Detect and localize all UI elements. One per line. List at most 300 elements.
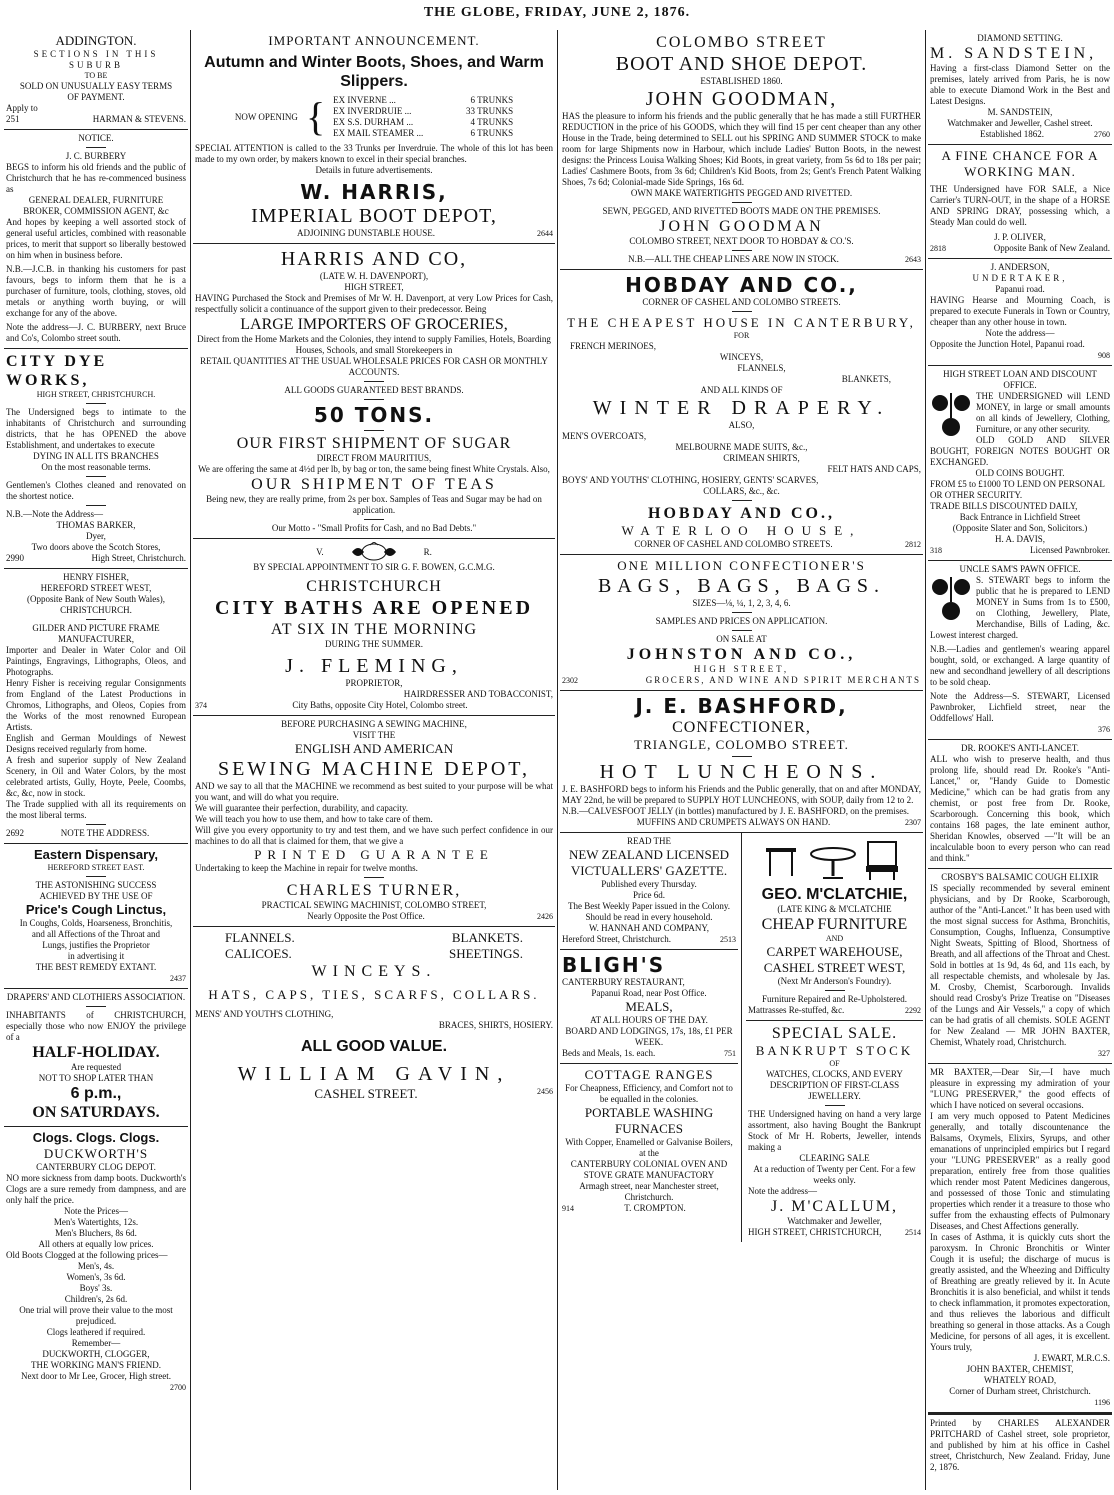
ad-number: 374 bbox=[195, 701, 207, 710]
ad-line: PRACTICAL SEWING MACHINIST, COLOMBO STREET, bbox=[261, 900, 487, 910]
ad-line: MELBOURNE MADE SUITS, &c., bbox=[675, 442, 808, 452]
ad-address: Nearly Opposite the Post Office. bbox=[307, 911, 425, 921]
ad-line: Established 1862. bbox=[980, 129, 1044, 139]
ad-name: JOHN BAXTER, CHEMIST, bbox=[966, 1364, 1074, 1374]
ad-body: MR BAXTER,—Dear Sir,—I have much pleasure in expressing my admiration of your "LUNG PRESERVER," the good effects of which I have noticed on several occasions. bbox=[930, 1067, 1110, 1110]
ad-line: PROPRIETOR, bbox=[345, 678, 403, 688]
ad-name: JOHNSTON AND CO., bbox=[626, 646, 857, 663]
ad-name: GEO. M'CLATCHIE, bbox=[761, 886, 908, 903]
ad-address: HIGH STREET, CHRISTCHURCH, bbox=[748, 1227, 882, 1237]
ad-line: BRACES, SHIRTS, HOSIERY. bbox=[438, 1020, 553, 1030]
ad-line: OF PAYMENT. bbox=[67, 92, 125, 102]
ad-headline: HOT LUNCHEONS. bbox=[599, 761, 884, 783]
ad-line: N.B.—ALL THE CHEAP LINES ARE NOW IN STOCK. bbox=[628, 254, 839, 264]
ad-headline: Autumn and Winter Boots, Shoes, and Warm Slippers. bbox=[204, 54, 544, 90]
ad-line: FROM £5 to £1000 TO LEND ON PERSONAL OR OTHER SECURITY. bbox=[930, 479, 1105, 500]
ad-line: CHRISTCHURCH bbox=[306, 578, 442, 595]
ad-headline: HALF-HOLIDAY. bbox=[32, 1044, 160, 1061]
ad-line: HIGH STREET, bbox=[344, 282, 404, 292]
ad-body: OLD GOLD AND SILVER BOUGHT, FOREIGN NOTES BOUGHT OR EXCHANGED. bbox=[930, 435, 1110, 467]
column-2 bbox=[193, 30, 555, 1490]
ad-body: HAS the pleasure to inform his friends and the public generally that he has made a still FURTHER REDUCTION in the price of his GOODS, which they will find 15 per cent cheaper than any other House in the Trade, being determined to SELL out his SPRING AND SUMMER STOCK to make room for large Shipments now in Harbour, which include Ladies' Button Boots, in the newest designs: the Princess Louisa Walking Shoes; Kid Boots, in great variety, from 5s 6d to 18s per pair; Ladies' Cashmere Boots, from 3s 6d; Children's Kid Boots, from 2s; Gent's French Patent Walking Shoes, 7s 6d; Colonial-made Side Springs, 16s 6d. bbox=[562, 111, 921, 187]
ad-number: 2513 bbox=[720, 935, 736, 944]
city-baths-ad bbox=[193, 539, 555, 716]
ad-body: N.B.—J.C.B. in thanking his customers for past favours, begs to inform them that he is a purchaser of furniture, tools, clothing, stoves, old metals or anything worth buying, or will exchange for any of the above. bbox=[6, 264, 186, 318]
ad-body: THE Undersigned having on hand a very large assortment, also having Bought the Bankrupt Stock of Mr H. Roberts, Jeweller, intends making a bbox=[748, 1109, 921, 1152]
ad-line: OF bbox=[829, 1059, 840, 1068]
furniture-illustration-icon bbox=[748, 836, 918, 882]
ad-title: HIGH STREET LOAN AND DISCOUNT OFFICE. bbox=[943, 369, 1097, 390]
ad-number: 2812 bbox=[904, 540, 921, 549]
ad-body: INHABITANTS of CHRISTCHURCH, especially those who now ENJOY the privilege of a bbox=[6, 1010, 186, 1042]
ad-number: 2692 bbox=[6, 828, 24, 838]
ad-line: ENGLISH AND AMERICAN bbox=[294, 741, 454, 756]
ad-line: Men's, 4s. bbox=[77, 1261, 115, 1271]
ad-number: 2990 bbox=[6, 553, 24, 563]
ad-headline: LARGE IMPORTERS OF GROCERIES, bbox=[240, 316, 508, 333]
ad-line: UNDERTAKER, bbox=[972, 273, 1068, 283]
masthead: THE GLOBE, FRIDAY, JUNE 2, 1876. bbox=[423, 5, 691, 20]
ad-body: Will give you every opportunity to try and test them, and we have such perfect confidence in our machines to do all that is claimed for them, that we give a bbox=[195, 825, 553, 846]
ad-line: (LATE KING & M'CLATCHIE bbox=[777, 904, 892, 914]
royal-crest-icon bbox=[344, 542, 404, 562]
ad-number: 2307 bbox=[904, 818, 921, 827]
ad-title: IMPORTANT ANNOUNCEMENT. bbox=[268, 33, 480, 48]
ad-line: Watchmaker and Jeweller, bbox=[787, 1216, 882, 1226]
ad-number: 908 bbox=[1098, 351, 1110, 360]
addington-ad bbox=[4, 30, 188, 130]
ad-line: BLANKETS, bbox=[841, 374, 891, 384]
ad-body: We are offering the same at 4½d per lb, by bag or ton, the same being finest White Crystals. Also, bbox=[198, 464, 550, 474]
ad-name: T. CROMPTON. bbox=[624, 1203, 686, 1213]
ad-name: J. E. BASHFORD, bbox=[635, 694, 848, 718]
ad-title: COTTAGE RANGES bbox=[584, 1067, 714, 1082]
ad-address: Hereford Street, Christchurch. bbox=[562, 934, 671, 944]
ad-name: JOHN GOODMAN bbox=[659, 218, 824, 235]
ad-address: Note the Address—S. STEWART, Licensed Pawnbroker, Lichfield street, near the Oddfellows' Hall. bbox=[930, 691, 1110, 723]
bashford-ad bbox=[560, 691, 923, 833]
ad-number: 2644 bbox=[537, 229, 553, 238]
ad-line: DIRECT FROM MAURITIUS, bbox=[316, 453, 432, 463]
ship-qty: 6 TRUNKS bbox=[470, 128, 514, 138]
ad-title: NEW ZEALAND LICENSED VICTUALLERS' GAZETTE. bbox=[568, 847, 730, 878]
crosby-ad bbox=[928, 869, 1112, 1064]
ad-line: Watchmaker and Jeweller, Cashel street. bbox=[947, 118, 1093, 128]
ad-address: Note the address—J. C. BURBERY, next Bruce and Co's, Colombo street south. bbox=[6, 322, 186, 343]
ad-line: DURING THE SUMMER. bbox=[324, 639, 424, 649]
ad-line: CORNER OF CASHEL AND COLOMBO STREETS. bbox=[634, 539, 833, 549]
ad-line: SAMPLES AND PRICES ON APPLICATION. bbox=[655, 616, 828, 626]
ad-line: FELT HATS AND CAPS, bbox=[827, 464, 921, 474]
ad-line: CANTERBURY CLOG DEPOT. bbox=[36, 1162, 156, 1172]
ad-body: THE UNDERSIGNED will LEND MONEY, in large or small amounts on all kinds of Jewellery, Clothing, Furniture, or any other security. bbox=[976, 391, 1110, 434]
ad-line: SEWN, PEGGED, AND RIVETTED BOOTS MADE ON THE PREMISES. bbox=[602, 206, 881, 216]
ad-line: FRENCH MERINOES, bbox=[570, 341, 657, 351]
ad-number: 1196 bbox=[1094, 1398, 1110, 1407]
ad-line: THE WORKING MAN'S FRIEND. bbox=[31, 1360, 161, 1370]
ad-number: 2302 bbox=[562, 676, 578, 685]
pawnbroker-balls-icon bbox=[930, 575, 972, 627]
ad-headline: W. HARRIS, bbox=[300, 180, 448, 204]
ad-number: 376 bbox=[1098, 725, 1110, 734]
ad-line: ALSO, bbox=[728, 420, 755, 430]
ad-line: WATERLOO HOUSE, bbox=[621, 523, 862, 538]
ad-line: CANTERBURY RESTAURANT, bbox=[562, 977, 685, 987]
hobday-ad bbox=[560, 270, 923, 555]
ad-line: COLOMBO STREET, NEXT DOOR TO HOBDAY & CO.'S. bbox=[629, 236, 854, 246]
ad-title: DRAPERS' AND CLOTHIERS ASSOCIATION. bbox=[6, 992, 186, 1002]
ad-line: CARPET WAREHOUSE, bbox=[766, 944, 903, 959]
ad-title: BLIGH'S bbox=[562, 953, 666, 977]
ad-number: 2818 bbox=[930, 244, 946, 253]
ad-line: GILDER AND PICTURE FRAME MANUFACTURER, bbox=[32, 623, 160, 644]
mclatchie-ad bbox=[746, 833, 923, 1021]
ad-title: HOBDAY AND CO., bbox=[625, 273, 858, 297]
ad-number: 327 bbox=[1098, 1049, 1110, 1058]
ad-line: WHATELY ROAD, bbox=[983, 1375, 1057, 1385]
ad-name: M. SANDSTEIN, bbox=[987, 107, 1053, 117]
ad-headline: ON SATURDAYS. bbox=[32, 1104, 160, 1121]
ad-body: Henry Fisher is receiving regular Consignments from England of the Latest Productions in Chromos, Lithographs, and Oleos, Copies from the Works of the most renowned European Artists. bbox=[6, 678, 186, 732]
bottom-split bbox=[560, 833, 923, 1242]
ad-body: A fresh and superior supply of New Zealand Scenery, in Oil and Water Colors, by the most celebrated artists, Gully, Hoyte, Peele, Coombs, &c, &c, now in stock. bbox=[6, 755, 186, 798]
printer-imprint: Printed by CHARLES ALEXANDER PRITCHARD of Cashel street, sole proprietor, and published by him at his office in Cashel street, Christchurch, New Zealand. Friday, June 2, 1876. bbox=[930, 1418, 1110, 1472]
ad-line: (LATE W. H. DAVENPORT), bbox=[319, 271, 429, 281]
ad-line: Lungs, justifies the Proprietor bbox=[42, 940, 150, 950]
ad-body: J. E. BASHFORD begs to inform his Friends and the Public generally, that on and after MONDAY, MAY 22nd, he will be prepared to SUPPLY HOT LUNCHEONS, with SOUP, daily from 12 to 2. bbox=[562, 784, 921, 805]
ad-headline: CITY BATHS ARE OPENED bbox=[214, 597, 534, 619]
ad-headline: WINCEYS. bbox=[311, 963, 437, 980]
ad-address: Opposite the Junction Hotel, Papanui road. bbox=[930, 339, 1085, 349]
ad-number: 2643 bbox=[905, 255, 921, 264]
ad-line: CANTERBURY COLONIAL OVEN AND STOVE GRATE MANUFACTORY bbox=[570, 1159, 728, 1180]
ship-qty: 6 TRUNKS bbox=[470, 95, 514, 105]
ad-body: I am very much opposed to Patent Medicines generally, and totally discountenance the Balsams, Oxymels, Elixirs, Syrups, and other emanations of unprincipled empirics but I regard your "LUNG PRESERVER" as a really good preparation, entirely free from those qualities which render most Patent Medicines dangerous, and possessed of those Tonic and stimulating properties which render it a treasure to those who suffer from the exhausting effects of Pulmonary Diseases, and Chest Affections generally. bbox=[930, 1111, 1110, 1231]
ad-line: Papanui Road, near Post Office. bbox=[591, 988, 707, 998]
ad-product: Price's Cough Linctus, bbox=[25, 902, 167, 917]
column-rule bbox=[557, 30, 558, 1490]
ad-number: 2456 bbox=[537, 1087, 553, 1096]
ad-line: Note the address— bbox=[985, 328, 1055, 338]
stewart-ad bbox=[928, 561, 1112, 740]
ad-body: Being new, they are really prime, from 2s per box. Samples of Teas and Sugar may be had on application. bbox=[206, 494, 542, 515]
ad-headline: AT SIX IN THE MORNING bbox=[270, 621, 478, 638]
ad-name: HOBDAY AND CO., bbox=[648, 505, 835, 522]
royal-v: V. bbox=[316, 546, 324, 557]
ad-line: SOLD ON UNUSUALLY EASY TERMS bbox=[19, 81, 173, 91]
ad-address: Armagh street, near Manchester street, Christchurch. bbox=[579, 1181, 719, 1202]
ad-line: CLEARING SALE bbox=[799, 1153, 870, 1163]
clogs-ad bbox=[4, 1127, 188, 1397]
ad-headline: OUR SHIPMENT OF TEAS bbox=[251, 476, 497, 493]
burbery-ad bbox=[4, 130, 188, 349]
ad-headline: 50 TONS. bbox=[313, 403, 435, 427]
ad-headline: CHEAP FURNITURE bbox=[761, 916, 908, 933]
ad-body: N.B.—Ladies and gentlemen's wearing apparel bought, sold, or exchanged. A large quantity of new and secondhand jewellery of all descriptions to be sold cheap. bbox=[930, 644, 1110, 687]
ad-line: CASHEL STREET. bbox=[314, 1086, 418, 1101]
imprint bbox=[928, 1413, 1112, 1477]
ad-headline: SEWING MACHINE DEPOT, bbox=[217, 758, 531, 780]
anderson-ad bbox=[928, 259, 1112, 366]
ad-line: Price 6d. bbox=[633, 890, 665, 900]
ad-address: City Baths, opposite City Hotel, Colombo street. bbox=[292, 700, 468, 710]
ad-line: TRIANGLE, COLOMBO STREET. bbox=[634, 737, 849, 752]
ad-name: J. M'CALLUM, bbox=[771, 1198, 898, 1215]
ad-line: GENERAL DEALER, FURNITURE bbox=[28, 195, 164, 205]
ad-line: CHRISTCHURCH. bbox=[60, 605, 132, 615]
ad-body: ALL who wish to preserve health, and thus prolong life, should read Dr. Rooke's "Anti-Lancet," or, "Handy Guide to Domestic Medicine," which can be had gratis from any chemist, or post free from Dr. Rooke, Scarborough. Concerning this book, which contains 168 pages, the late eminent author, Sheridan Knowles, observed —"It will be an incalculable boon to every person who can read and think." bbox=[930, 754, 1110, 863]
ranges-ad bbox=[560, 1064, 738, 1218]
ad-address: High Street, Christchurch. bbox=[91, 553, 186, 563]
oliver-ad bbox=[928, 145, 1112, 259]
ad-line: CORNER OF CASHEL AND COLOMBO STREETS. bbox=[642, 297, 841, 307]
ad-line: Beds and Meals, 1s. each. bbox=[562, 1048, 656, 1058]
ad-title: ADDINGTON. bbox=[55, 33, 137, 48]
goodman-ad bbox=[560, 30, 923, 270]
ad-line: Details in future advertisements. bbox=[315, 165, 433, 175]
ad-name: J. P. OLIVER, bbox=[994, 232, 1046, 242]
ad-headline: WINTER DRAPERY. bbox=[592, 397, 891, 419]
sandstein-ad bbox=[928, 30, 1112, 145]
ad-body: Importer and Dealer in Water Color and Oil Paintings, Engravings, Lithographs, Oleos, and Photographs. bbox=[6, 645, 186, 677]
ad-line: CALICOES. bbox=[225, 946, 292, 961]
ad-line: TO BE bbox=[84, 71, 108, 80]
ad-number: 2437 bbox=[170, 974, 186, 983]
ad-name: DUCKWORTH, CLOGGER, bbox=[42, 1349, 150, 1359]
ad-body: For Cheapness, Efficiency, and Comfort not to be equalled in the colonies. bbox=[565, 1083, 733, 1104]
dispensary-ad bbox=[4, 844, 188, 989]
ad-line: Boys' 3s. bbox=[79, 1283, 113, 1293]
harris-groceries-ad bbox=[193, 244, 555, 539]
ad-name: CHARLES TURNER, bbox=[286, 882, 462, 899]
ad-body: S. STEWART begs to inform the public that he is prepared to LEND MONEY in Sums from 1s to £500, on Clothing, Jewellery, Plate, Merchandise, Bills of Lading, &c. Lowest interest charged. bbox=[930, 575, 1110, 640]
ad-body: AND we say to all that the MACHINE we recommend as best suited to your purpose will be what you want, and will do what you require. bbox=[195, 781, 553, 802]
ad-body: NO more sickness from damp boots. Duckworth's Clogs are a sure remedy from dampness, and are only half the price. bbox=[6, 1173, 186, 1205]
ad-line: In Coughs, Colds, Hoarseness, Bronchitis, bbox=[19, 918, 173, 928]
ad-line: Are requested bbox=[70, 1062, 122, 1072]
ad-line: FOR bbox=[733, 331, 750, 340]
ad-headline: IMPERIAL BOOT DEPOT, bbox=[251, 205, 497, 227]
ad-line: Next door to Mr Lee, Grocer, High street. bbox=[20, 1371, 172, 1381]
ad-line: With Copper, Enamelled or Galvanise Boilers, at the bbox=[565, 1137, 733, 1158]
dye-works-ad bbox=[4, 349, 188, 569]
ad-number: 2700 bbox=[170, 1383, 186, 1392]
ad-body: English and German Mouldings of Newest Designs received regularly from home. bbox=[6, 733, 186, 754]
ad-line: AND ALL KINDS OF bbox=[700, 385, 783, 395]
ad-name: J. C. BURBERY bbox=[65, 151, 127, 161]
ad-line: WINCEYS, bbox=[719, 352, 764, 362]
ad-line: DYING IN ALL ITS BRANCHES bbox=[33, 451, 159, 461]
ad-line: (Next Mr Anderson's Foundry). bbox=[777, 976, 892, 986]
ship-name: EX MAIL STEAMER ... bbox=[333, 128, 424, 138]
ad-line: SHEETINGS. bbox=[448, 946, 523, 961]
ad-body: Undertaking to keep the Machine in repair for twelve months. bbox=[195, 863, 418, 873]
ad-body: HAVING Hearse and Mourning Coach, is prepared to execute Funerals in Town or Country, cheaper than any other house in town. bbox=[930, 295, 1110, 327]
johnston-ad bbox=[560, 555, 923, 691]
ad-headline: BAGS, BAGS, BAGS. bbox=[597, 575, 886, 597]
ad-headline: BANKRUPT STOCK bbox=[755, 1043, 914, 1058]
ad-line: Note the address— bbox=[748, 1186, 817, 1196]
ad-name: J. FLEMING, bbox=[285, 655, 463, 677]
ad-body: In cases of Asthma, it is quickly cuts short the paroxysm. In Chronic Bronchitis or Winter Cough it is useful; the discharge of mucus is greatly assisted, and the Wheezing and Difficulty of Breathing are greatly relieved by it. In Acute Bronchitis it is also beneficial, and whilst it tends to check inflammation, it promotes expectoration, and thus relieves the laborious and difficult breathing so general in those attacks. As a Cough Medicine, for persons of all ages, it is excellent. Yours truly, bbox=[930, 1232, 1110, 1352]
ad-line: Note the Prices— bbox=[64, 1206, 128, 1216]
ad-line: NOW OPENING bbox=[234, 111, 298, 122]
ad-title: Eastern Dispensary, bbox=[33, 847, 159, 862]
ad-line: ONE MILLION CONFECTIONER'S bbox=[617, 558, 866, 573]
ad-address: Corner of Durham street, Christchurch. bbox=[949, 1386, 1091, 1396]
fisher-ad bbox=[4, 569, 188, 844]
column-1 bbox=[4, 30, 188, 1490]
ad-line: J. EWART, M.R.C.S. bbox=[1033, 1353, 1110, 1363]
ad-line: OWN MAKE WATERTIGHTS PEGGED AND RIVETTED. bbox=[630, 188, 853, 198]
ad-line: AND bbox=[825, 934, 844, 943]
ad-line: BLANKETS. bbox=[451, 930, 523, 945]
pawnbroker-balls-icon bbox=[930, 391, 972, 443]
ad-name: DUCKWORTH'S bbox=[43, 1146, 149, 1161]
gavin-ad bbox=[193, 927, 555, 1106]
ad-line: THE BEST REMEDY EXTANT. bbox=[35, 962, 157, 972]
ad-number: 2426 bbox=[537, 912, 553, 921]
ad-line: HAIRDRESSER AND TOBACCONIST, bbox=[403, 689, 553, 699]
ad-line: BOARD AND LODGINGS, 17s, 18s, £1 PER WEEK. bbox=[565, 1026, 733, 1047]
column-3 bbox=[560, 30, 923, 1490]
ad-line: CRIMEAN SHIRTS, bbox=[723, 453, 800, 463]
ad-number: 318 bbox=[930, 546, 942, 555]
ad-line: Old Boots Clogged at the following prices— bbox=[6, 1250, 168, 1260]
column-4 bbox=[928, 30, 1112, 1490]
ad-title: SPECIAL SALE. bbox=[771, 1025, 898, 1042]
ad-agent: HARMAN & STEVENS. bbox=[92, 114, 186, 124]
ad-headline: ALL GOOD VALUE. bbox=[300, 1038, 448, 1055]
ship-name: EX INVERDRUIE ... bbox=[333, 106, 412, 116]
ship-qty: 33 TRUNKS bbox=[466, 106, 514, 116]
rooke-ad bbox=[928, 740, 1112, 869]
ad-name: JOHN GOODMAN, bbox=[645, 88, 838, 110]
ad-address: Opposite Bank of New Zealand. bbox=[993, 243, 1110, 253]
ad-headline: 6 p.m., bbox=[70, 1085, 122, 1102]
ad-line: GROCERS, AND WINE AND SPIRIT MERCHANTS bbox=[645, 675, 921, 685]
ad-line: ADJOINING DUNSTABLE HOUSE. bbox=[296, 228, 436, 238]
ad-line: SIZES—⅛, ¼, 1, 2, 3, 4, 6. bbox=[692, 598, 791, 608]
ad-body: HAVING Purchased the Stock and Premises of Mr W. H. Davenport, at very Low Prices for Cash, respectfully solicit a continuance of the support given to their predecessor. Being bbox=[195, 293, 553, 314]
ad-line: One trial will prove their value to the most prejudiced. bbox=[19, 1305, 173, 1326]
ad-title: COLOMBO STREET bbox=[656, 34, 827, 51]
ad-name: J. ANDERSON, bbox=[990, 262, 1050, 272]
ship-name: EX INVERNE ... bbox=[333, 95, 396, 105]
ad-line: All others at equally low prices. bbox=[38, 1239, 154, 1249]
ad-title: A FINE CHANCE FOR A WORKING MAN. bbox=[941, 148, 1099, 179]
ad-line: HIGH STREET, bbox=[693, 664, 790, 674]
ad-line: NOT TO SHOP LATER THAN bbox=[38, 1073, 154, 1083]
ad-line: Apply to bbox=[6, 103, 38, 113]
ad-headline: PORTABLE WASHING bbox=[584, 1105, 714, 1120]
ad-body: SPECIAL ATTENTION is called to the 33 Trunks per Inverdruie. The whole of this lot has been made to my own order, by makers known to excel in their special branches. bbox=[195, 143, 553, 164]
ad-line: CONFECTIONER, bbox=[672, 719, 811, 736]
baxter-ad bbox=[928, 1064, 1112, 1413]
ad-number: 2760 bbox=[1094, 130, 1110, 139]
ad-line: Children's, 2s 6d. bbox=[64, 1294, 128, 1304]
ad-name: THOMAS BARKER, bbox=[56, 520, 136, 530]
ad-line: MUFFINS AND CRUMPETS ALWAYS ON HAND. bbox=[636, 817, 831, 827]
ad-line: Mattrasses Re-stuffed, &c. bbox=[748, 1005, 845, 1015]
ad-line: NOTE THE ADDRESS. bbox=[60, 828, 150, 838]
ad-line: HEREFORD STREET WEST, bbox=[40, 583, 152, 593]
ad-body: And hopes by keeping a well assorted stock of general useful articles, combined with reasonable prices, to merit that support so liberally bestowed on him when in business before. bbox=[6, 217, 186, 260]
ad-line: (Opposite Slater and Son, Solicitors.) bbox=[952, 523, 1088, 533]
ad-line: BOYS' AND YOUTHS' CLOTHING, HOSIERY, GENTS' SCARVES, bbox=[562, 475, 819, 485]
ad-line: HEREFORD STREET EAST. bbox=[47, 863, 145, 872]
ad-line: ESTABLISHED 1860. bbox=[700, 76, 783, 86]
ad-line: Our Motto - "Small Profits for Cash, and no Bad Debts." bbox=[271, 523, 477, 533]
ad-title: CROSBY'S BALSAMIC COUGH ELIXIR bbox=[941, 872, 1099, 882]
ad-line: HIGH STREET, CHRISTCHURCH. bbox=[36, 390, 156, 399]
ad-number: 751 bbox=[724, 1049, 736, 1058]
ad-line: THE CHEAPEST HOUSE IN CANTERBURY, bbox=[567, 315, 916, 330]
ad-line: (Opposite Bank of New South Wales), bbox=[26, 594, 166, 604]
ad-line: Dyer, bbox=[86, 531, 106, 541]
ad-line: Women's, 3s 6d. bbox=[66, 1272, 126, 1282]
ad-body: The Undersigned begs to intimate to the inhabitants of Christchurch and surrounding districts, that he has OPENED the above Establishment, and undertakes to execute bbox=[6, 407, 186, 450]
ad-body: Having a first-class Diamond Setter on the premises, lately arrived from Paris, he is now able to execute Diamond Work in the Best and Latest Designs. bbox=[930, 63, 1110, 106]
ad-line: VISIT THE bbox=[352, 730, 396, 740]
ad-line: SECTIONS IN THIS SUBURB bbox=[33, 49, 159, 70]
ad-line: TRADE BILLS DISCOUNTED DAILY, bbox=[930, 501, 1078, 511]
ad-line: Licensed Pawnbroker. bbox=[1030, 545, 1110, 555]
ship-qty: 4 TRUNKS bbox=[470, 117, 514, 127]
ad-name: WILLIAM GAVIN, bbox=[237, 1063, 511, 1085]
ad-number: 251 bbox=[6, 114, 20, 124]
ad-body: We will guarantee their perfection, durability, and capacity. bbox=[195, 803, 409, 813]
ad-number: 2514 bbox=[905, 1228, 921, 1237]
ad-line: N.B.—Note the Address— bbox=[6, 509, 103, 519]
ad-line: W. HANNAH AND COMPANY, bbox=[589, 923, 709, 933]
ad-line: MEN'S OVERCOATS, bbox=[562, 431, 647, 441]
bligh-ad bbox=[560, 950, 738, 1064]
ad-line: BROKER, COMMISSION AGENT, &c bbox=[23, 206, 169, 216]
drapers-ad bbox=[4, 989, 188, 1127]
ad-body: IS specially recommended by several eminent physicians, and by Dr Rooke, Scarborough, author of the "Anti-Lancet." It has been used with the most signal success for Asthma, Bronchitis, Consumption, Coughs, Influenza, Consumptive Night Sweats, Spitting of Blood, Shortness of Breath, and all affections of the Throat and Chest. Sold in bottles at 1s 9d, 4s 6d, and 11s each, by all respectable chemists, and wholesale by Jas. M. Crosby, Chemist, Scarborough. Invalids should read Crosby's Prize Treatise on "Diseases of the Lungs and Air Vessels," a copy of which can be had gratis of all chemists. SOLE AGENT for New Zealand — MR JOHN BAXTER, Chemist, Whately road, Christchurch. bbox=[930, 883, 1110, 1047]
ad-line: FLANNELS. bbox=[225, 930, 295, 945]
ad-line: Furniture Repaired and Re-Upholstered. bbox=[762, 994, 907, 1004]
ad-number: 2292 bbox=[905, 1006, 921, 1015]
ad-number: 914 bbox=[562, 1204, 574, 1213]
ad-body: THE Undersigned have FOR SALE, a Nice Carrier's TURN-OUT, in the shape of a HORSE AND SPRING DRAY, possessing which, a Steady Man could do well. bbox=[930, 184, 1110, 227]
ad-body: We will teach you how to use them, and how to take care of them. bbox=[195, 814, 433, 824]
ad-line: On the most reasonable terms. bbox=[41, 462, 151, 472]
ad-line: At a reduction of Twenty per Cent. For a few weeks only. bbox=[753, 1164, 916, 1185]
ad-line: BY SPECIAL APPOINTMENT TO SIR G. F. BOWEN, G.C.M.G. bbox=[253, 562, 495, 572]
ad-line: WATCHES, CLOCKS, AND EVERY DESCRIPTION OF FIRST-CLASS JEWELLERY. bbox=[766, 1069, 903, 1101]
ad-title: CITY DYE WORKS, bbox=[6, 353, 108, 389]
ad-line: Men's Watertights, 12s. bbox=[53, 1217, 139, 1227]
ad-body: Gentlemen's Clothes cleaned and renovated on the shortest notice. bbox=[6, 480, 186, 501]
ad-line: Men's Bluchers, 8s 6d. bbox=[55, 1228, 137, 1238]
ad-headline: PRINTED GUARANTEE bbox=[254, 847, 494, 862]
ad-line: Published every Thursday. bbox=[601, 879, 697, 889]
ad-body: The Best Weekly Paper issued in the Colony. Should be read in every household. bbox=[568, 901, 730, 922]
ad-line: CASHEL STREET WEST, bbox=[763, 960, 906, 975]
ad-name: M. SANDSTEIN, bbox=[930, 45, 1098, 62]
ad-line: COLLARS, &c., &c. bbox=[703, 486, 780, 496]
ad-line: in advertising it bbox=[67, 951, 125, 961]
sewing-machine-ad bbox=[193, 716, 555, 927]
ad-headline: BOOT AND SHOE DEPOT. bbox=[615, 53, 868, 75]
ad-name: H. A. DAVIS, bbox=[994, 534, 1046, 544]
ad-title: Clogs. Clogs. Clogs. bbox=[32, 1130, 160, 1145]
gazette-ad bbox=[560, 833, 738, 950]
ad-body: Direct from the Home Markets and the Colonies, they intend to supply Families, Hotels, Boarding Houses, Schools, and small Storekeepers in bbox=[197, 334, 551, 355]
davis-ad bbox=[928, 366, 1112, 561]
